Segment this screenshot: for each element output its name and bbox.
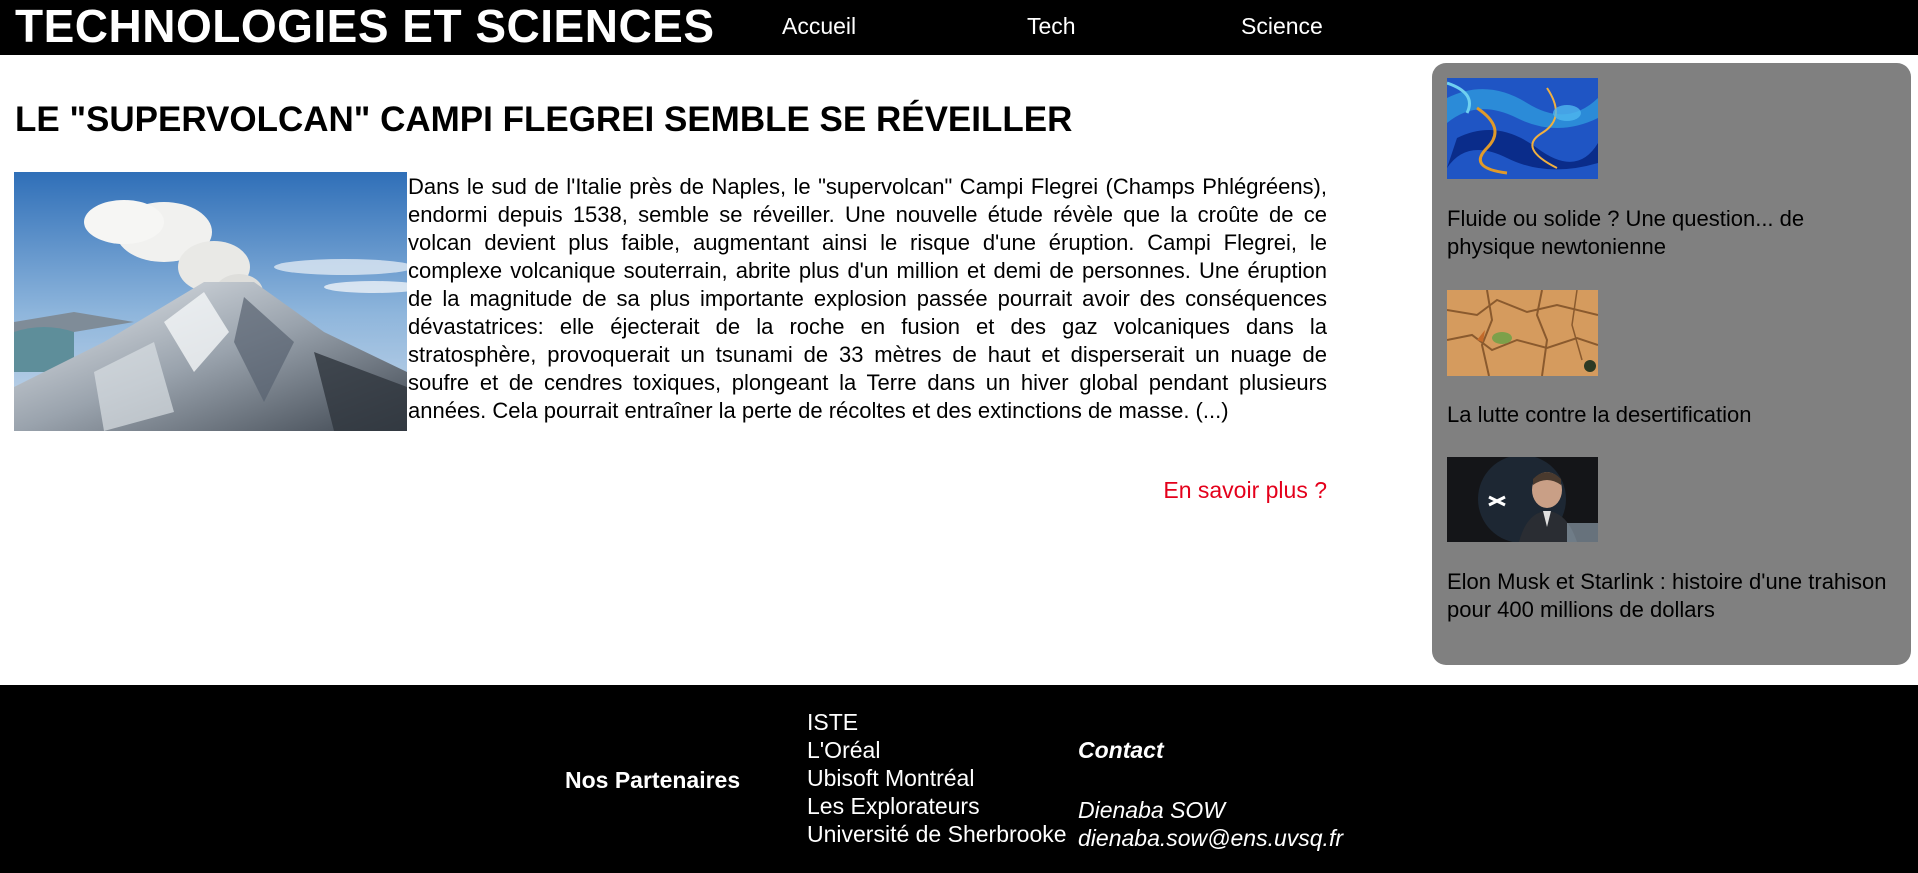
sidebar xyxy=(1432,63,1911,665)
contact-heading: Contact xyxy=(1078,737,1164,763)
sidebar-article-link-starlink[interactable]: Elon Musk et Starlink : histoire d'une trahison pour 400 millions de dollars xyxy=(1447,569,1887,622)
site-title: TECHNOLOGIES ET SCIENCES xyxy=(15,0,715,52)
nav-link-tech[interactable]: Tech xyxy=(1027,13,1076,39)
nav-link-science[interactable]: Science xyxy=(1241,13,1323,39)
volcano-photo xyxy=(14,172,407,431)
article-body: Dans le sud de l'Italie près de Naples, le "supervolcan" Campi Flegrei (Champs Phlégréens), endormi depuis 1538, semble se réveiller. Une nouvelle étude révèle que la croûte de ce volcan devient plus faible, augmentant ainsi le risque d'une éruption. Campi Flegrei, le complexe volcanique souterrain, abrite plus d'un million et demi de personnes. Une éruption de la magnitude de sa plus importante explosion passée pourrait avoir des conséquences dévastatrices: elle éjecterait de la roche en fusion et des gaz volcaniques dans la stratosphère, provoquerait un tsunami de 33 mètres de haut et disperserait un nuage de soufre et de cendres toxiques, plongeant la Terre dans un hiver global pendant plusieurs années. Cela pourrait entraîner la perte de récoltes et des extinctions de masse. (...) xyxy=(408,174,1327,423)
nav-link-accueil[interactable]: Accueil xyxy=(782,13,857,39)
site-footer xyxy=(0,685,1918,873)
fluid-swirl-photo[interactable] xyxy=(1447,78,1598,179)
read-more-link[interactable]: En savoir plus ? xyxy=(1163,477,1327,503)
partners-list xyxy=(807,708,1067,848)
cracked-earth-photo[interactable] xyxy=(1447,290,1598,376)
contact-name: Dienaba SOW xyxy=(1078,797,1226,823)
partner-item: Les Explorateurs xyxy=(807,793,980,819)
partner-item: L'Oréal xyxy=(807,737,881,763)
partner-item: Université de Sherbrooke xyxy=(807,821,1067,847)
partner-item: Ubisoft Montréal xyxy=(807,765,975,791)
partner-item: ISTE xyxy=(807,709,859,735)
sidebar-article-link-desertification[interactable]: La lutte contre la desertification xyxy=(1447,402,1752,427)
article-title: LE "SUPERVOLCAN" CAMPI FLEGREI SEMBLE SE RÉVEILLER xyxy=(15,100,1073,139)
contact-email[interactable]: dienaba.sow@ens.uvsq.fr xyxy=(1078,825,1343,851)
partners-heading: Nos Partenaires xyxy=(565,767,741,793)
sidebar-article-link-fluide[interactable]: Fluide ou solide ? Une question... de physique newtonienne xyxy=(1447,206,1805,259)
elon-musk-photo[interactable] xyxy=(1447,457,1598,542)
site-header xyxy=(0,0,1918,55)
